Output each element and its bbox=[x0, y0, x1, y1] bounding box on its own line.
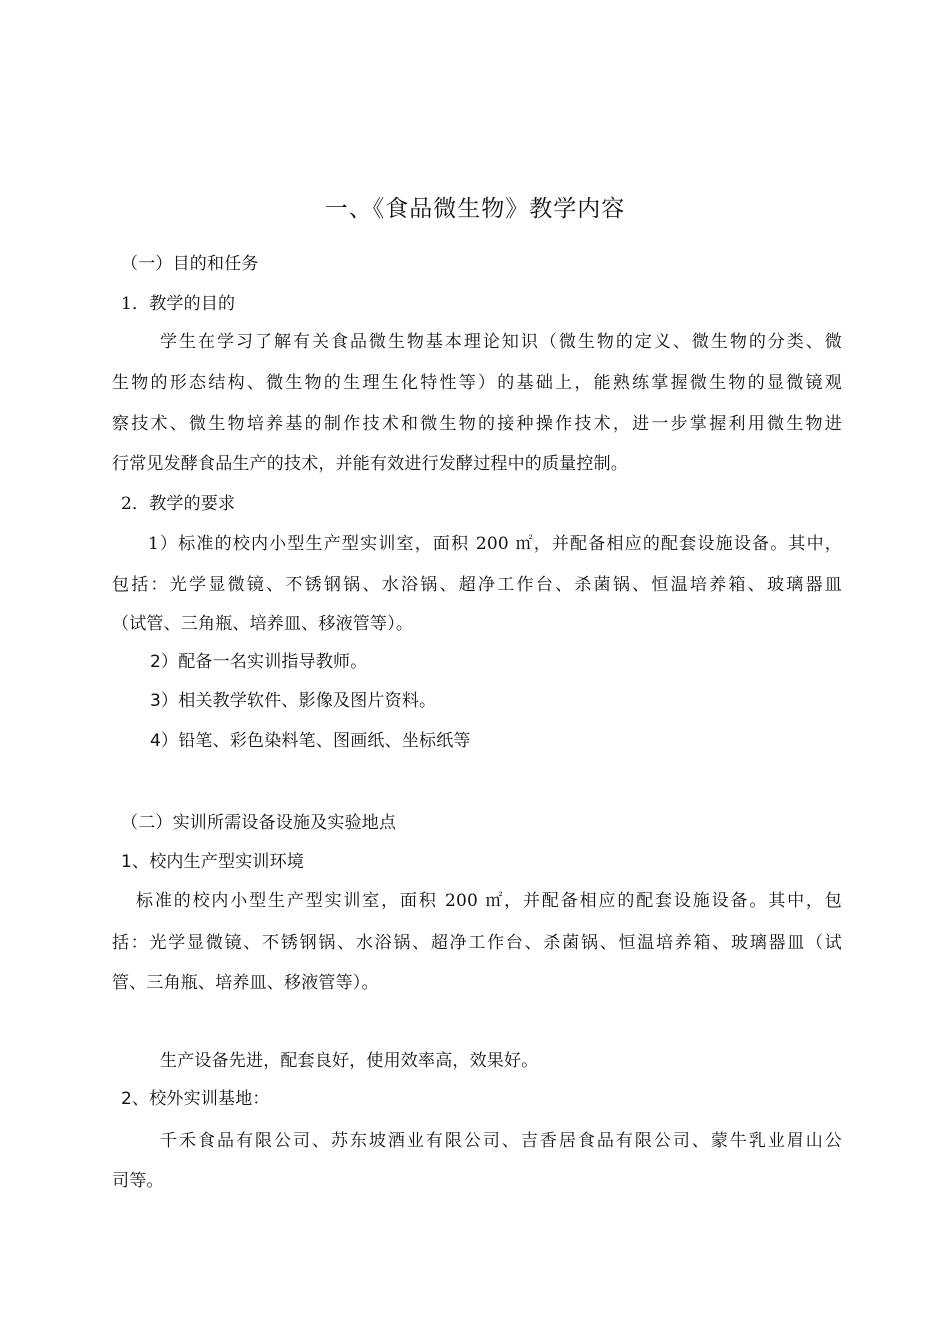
section1-req2: 2）配备一名实训指导教师。 bbox=[150, 652, 368, 672]
section1-req1-line2: 包括：光学显微镜、不锈钢锅、水浴锅、超净工作台、杀菌锅、恒温培养箱、玻璃器皿 bbox=[112, 575, 842, 595]
section2-para3-line1: 千禾食品有限公司、苏东坡酒业有限公司、吉香居食品有限公司、蒙牛乳业眉山公 bbox=[160, 1131, 842, 1151]
section1-heading: （一）目的和任务 bbox=[121, 254, 259, 274]
section1-req4: 4）铅笔、彩色染料笔、图画纸、坐标纸等 bbox=[150, 731, 471, 751]
section2-para1-line3: 管、三角瓶、培养皿、移液管等）。 bbox=[112, 973, 379, 993]
section1-item1-heading: 1．教学的目的 bbox=[121, 294, 236, 314]
section2-heading: （二）实训所需设备设施及实验地点 bbox=[121, 813, 397, 833]
section2-para2: 生产设备先进，配套良好，使用效率高，效果好。 bbox=[160, 1051, 539, 1071]
page-title: 一、《食品微生物》教学内容 bbox=[324, 196, 626, 222]
section1-para1-line3: 察技术、微生物培养基的制作技术和微生物的接种操作技术，进一步掌握利用微生物进 bbox=[112, 414, 842, 434]
section1-para1-line2: 生物的形态结构、微生物的生理生化特性等）的基础上，能熟练掌握微生物的显微镜观 bbox=[112, 373, 842, 393]
section1-item2-heading: 2．教学的要求 bbox=[121, 494, 236, 514]
section1-para1-line1: 学生在学习了解有关食品微生物基本理论知识（微生物的定义、微生物的分类、微 bbox=[160, 332, 842, 352]
section2-para1-line2: 括：光学显微镜、不锈钢锅、水浴锅、超净工作台、杀菌锅、恒温培养箱、玻璃器皿（试 bbox=[112, 933, 842, 953]
section2-item2-heading: 2、校外实训基地： bbox=[121, 1089, 270, 1109]
section2-para1-line1: 标准的校内小型生产型实训室，面积 200 ㎡，并配备相应的配套设施设备。其中，包 bbox=[136, 891, 842, 911]
section1-req1-line3: （试管、三角瓶、培养皿、移液管等）。 bbox=[112, 614, 414, 634]
section1-req3: 3）相关教学软件、影像及图片资料。 bbox=[150, 691, 437, 711]
section1-req1-line1: 1）标准的校内小型生产型实训室，面积 200 ㎡，并配备相应的配套设施设备。其中， bbox=[148, 534, 842, 554]
section2-item1-heading: 1、校内生产型实训环境 bbox=[121, 852, 305, 872]
section2-para3-line2: 司等。 bbox=[112, 1171, 164, 1191]
section1-para1-line4: 行常见发酵食品生产的技术，并能有效进行发酵过程中的质量控制。 bbox=[112, 454, 628, 474]
